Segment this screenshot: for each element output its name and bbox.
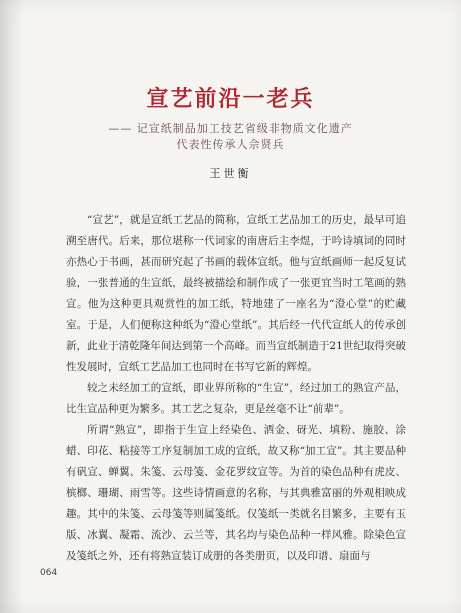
- article-body: [66, 210, 406, 567]
- body-paragraph-1: “宣艺”，就是宣纸工艺品的简称，宣纸工艺品加工的历史，最早可追溯至唐代。后来，那位堪称一代词家的南唐后主李煜，于吟诗填词的同时亦热心于书画，甚而研究起了书画的载体宣纸。他与宣纸画师一起反复试验，一张普通的生宣纸，最终被描绘和制作成了一张更宜当时工笔画的熟宣。他为这种更具观赏性的加工纸，特地建了一座名为“澄心堂”的贮藏室。于是，人们便称这种纸为“澄心堂纸”。其后经一代代宣纸人的传承创新，此业于清乾隆年间达到第一个高峰。而当宣纸制造于21世纪取得突破性发展时，宣纸工艺品加工也同时在书写它新的辉煌。: [66, 214, 406, 373]
- article-title: 宣艺前沿一老兵: [146, 86, 315, 112]
- page-number: 064: [40, 568, 58, 578]
- body-paragraph-2: 较之未经加工的宣纸，即业界所称的“生宣”，经过加工的熟宣产品，比生宣品种更为繁多。其工艺之复杂，更是丝毫不让“前辈”。: [66, 382, 406, 415]
- body-paragraph-3: 所谓“熟宣”，即指于生宣上经染色、洒金、砑光、填粉、施胶、涂蜡、印花、粘接等工序复制加工成的宣纸，故又称“加工宣”。其主要品种有矾宣、蝉翼、朱笺、云母笺、金花罗纹宣等。为首的染色品种有虎皮、槟榔、珊瑚、雨雪等。这些诗情画意的名称，与其典雅富丽的外观相映成趣。其中的朱笺、云母笺等则属笺纸。仅笺纸一类就名目繁多，主要有玉版、冰翼、凝霜、流沙、云兰等，其名均与染色品种一样风雅。除染色宣及笺纸之外，还有将熟宣装订成册的各类册页，以及印谱、扇面与: [66, 424, 406, 562]
- article-subtitle-line1: —— 记宣纸制品加工技艺省级非物质文化遗产: [108, 122, 353, 135]
- article-author: 王世衡: [209, 167, 252, 180]
- article-subtitle-line2: 代表性传承人佘贤兵: [176, 138, 285, 151]
